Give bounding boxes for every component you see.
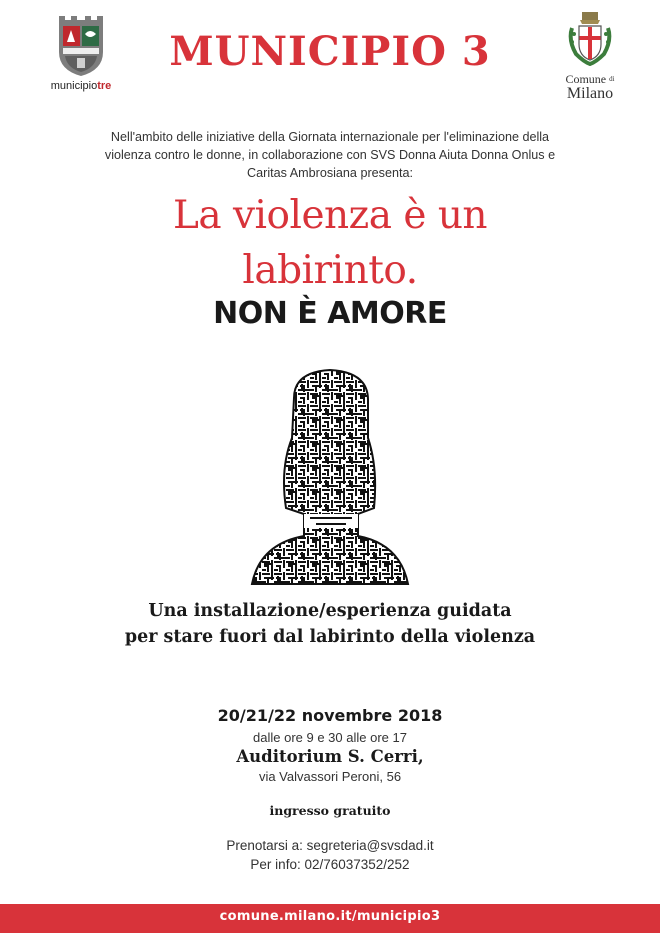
milano-crest-icon (564, 10, 616, 66)
event-dates: 20/21/22 novembre 2018 (217, 706, 443, 725)
intro-line: Caritas Ambrosiana presenta: (247, 166, 413, 180)
comune-label: Comune di (565, 72, 615, 86)
event-address: via Valvassori Peroni, 56 (258, 769, 402, 784)
headline-line: labirinto. (242, 248, 418, 293)
comune-milano-logo (555, 10, 625, 101)
tagline (0, 598, 660, 650)
booking-contact: Prenotarsi a: segreteria@svsdad.it (226, 838, 434, 853)
info-contact: Per info: 02/76037352/252 (250, 857, 410, 872)
intro-line: violenza contro le donne, in collaborazione con SVS Donna Aiuta Donna Onlus e (104, 148, 556, 162)
intro-line: Nell'ambito delle iniziative della Giornata internazionale per l'eliminazione della (110, 130, 550, 144)
headline-line: La violenza è un (172, 193, 488, 238)
footer-link[interactable]: comune.milano.it/municipio3 (219, 909, 441, 924)
tagline-line: Una installazione/esperienza guidata (148, 601, 512, 621)
milano-label: Milano (566, 85, 614, 102)
subheadline: NON È AMORE (213, 296, 447, 331)
maze-woman-silhouette-icon (250, 368, 410, 586)
municipio-tre-label: municipiotre (50, 80, 112, 92)
intro-paragraph (0, 128, 660, 182)
event-venue: Auditorium S. Cerri, (236, 747, 424, 766)
headline (0, 188, 660, 298)
tagline-line: per stare fuori dal labirinto della violenza (124, 627, 536, 647)
page-title: MUNICIPIO 3 (169, 28, 491, 75)
event-hours: dalle ore 9 e 30 alle ore 17 (253, 730, 407, 745)
admission-note: ingresso gratuito (269, 803, 391, 818)
